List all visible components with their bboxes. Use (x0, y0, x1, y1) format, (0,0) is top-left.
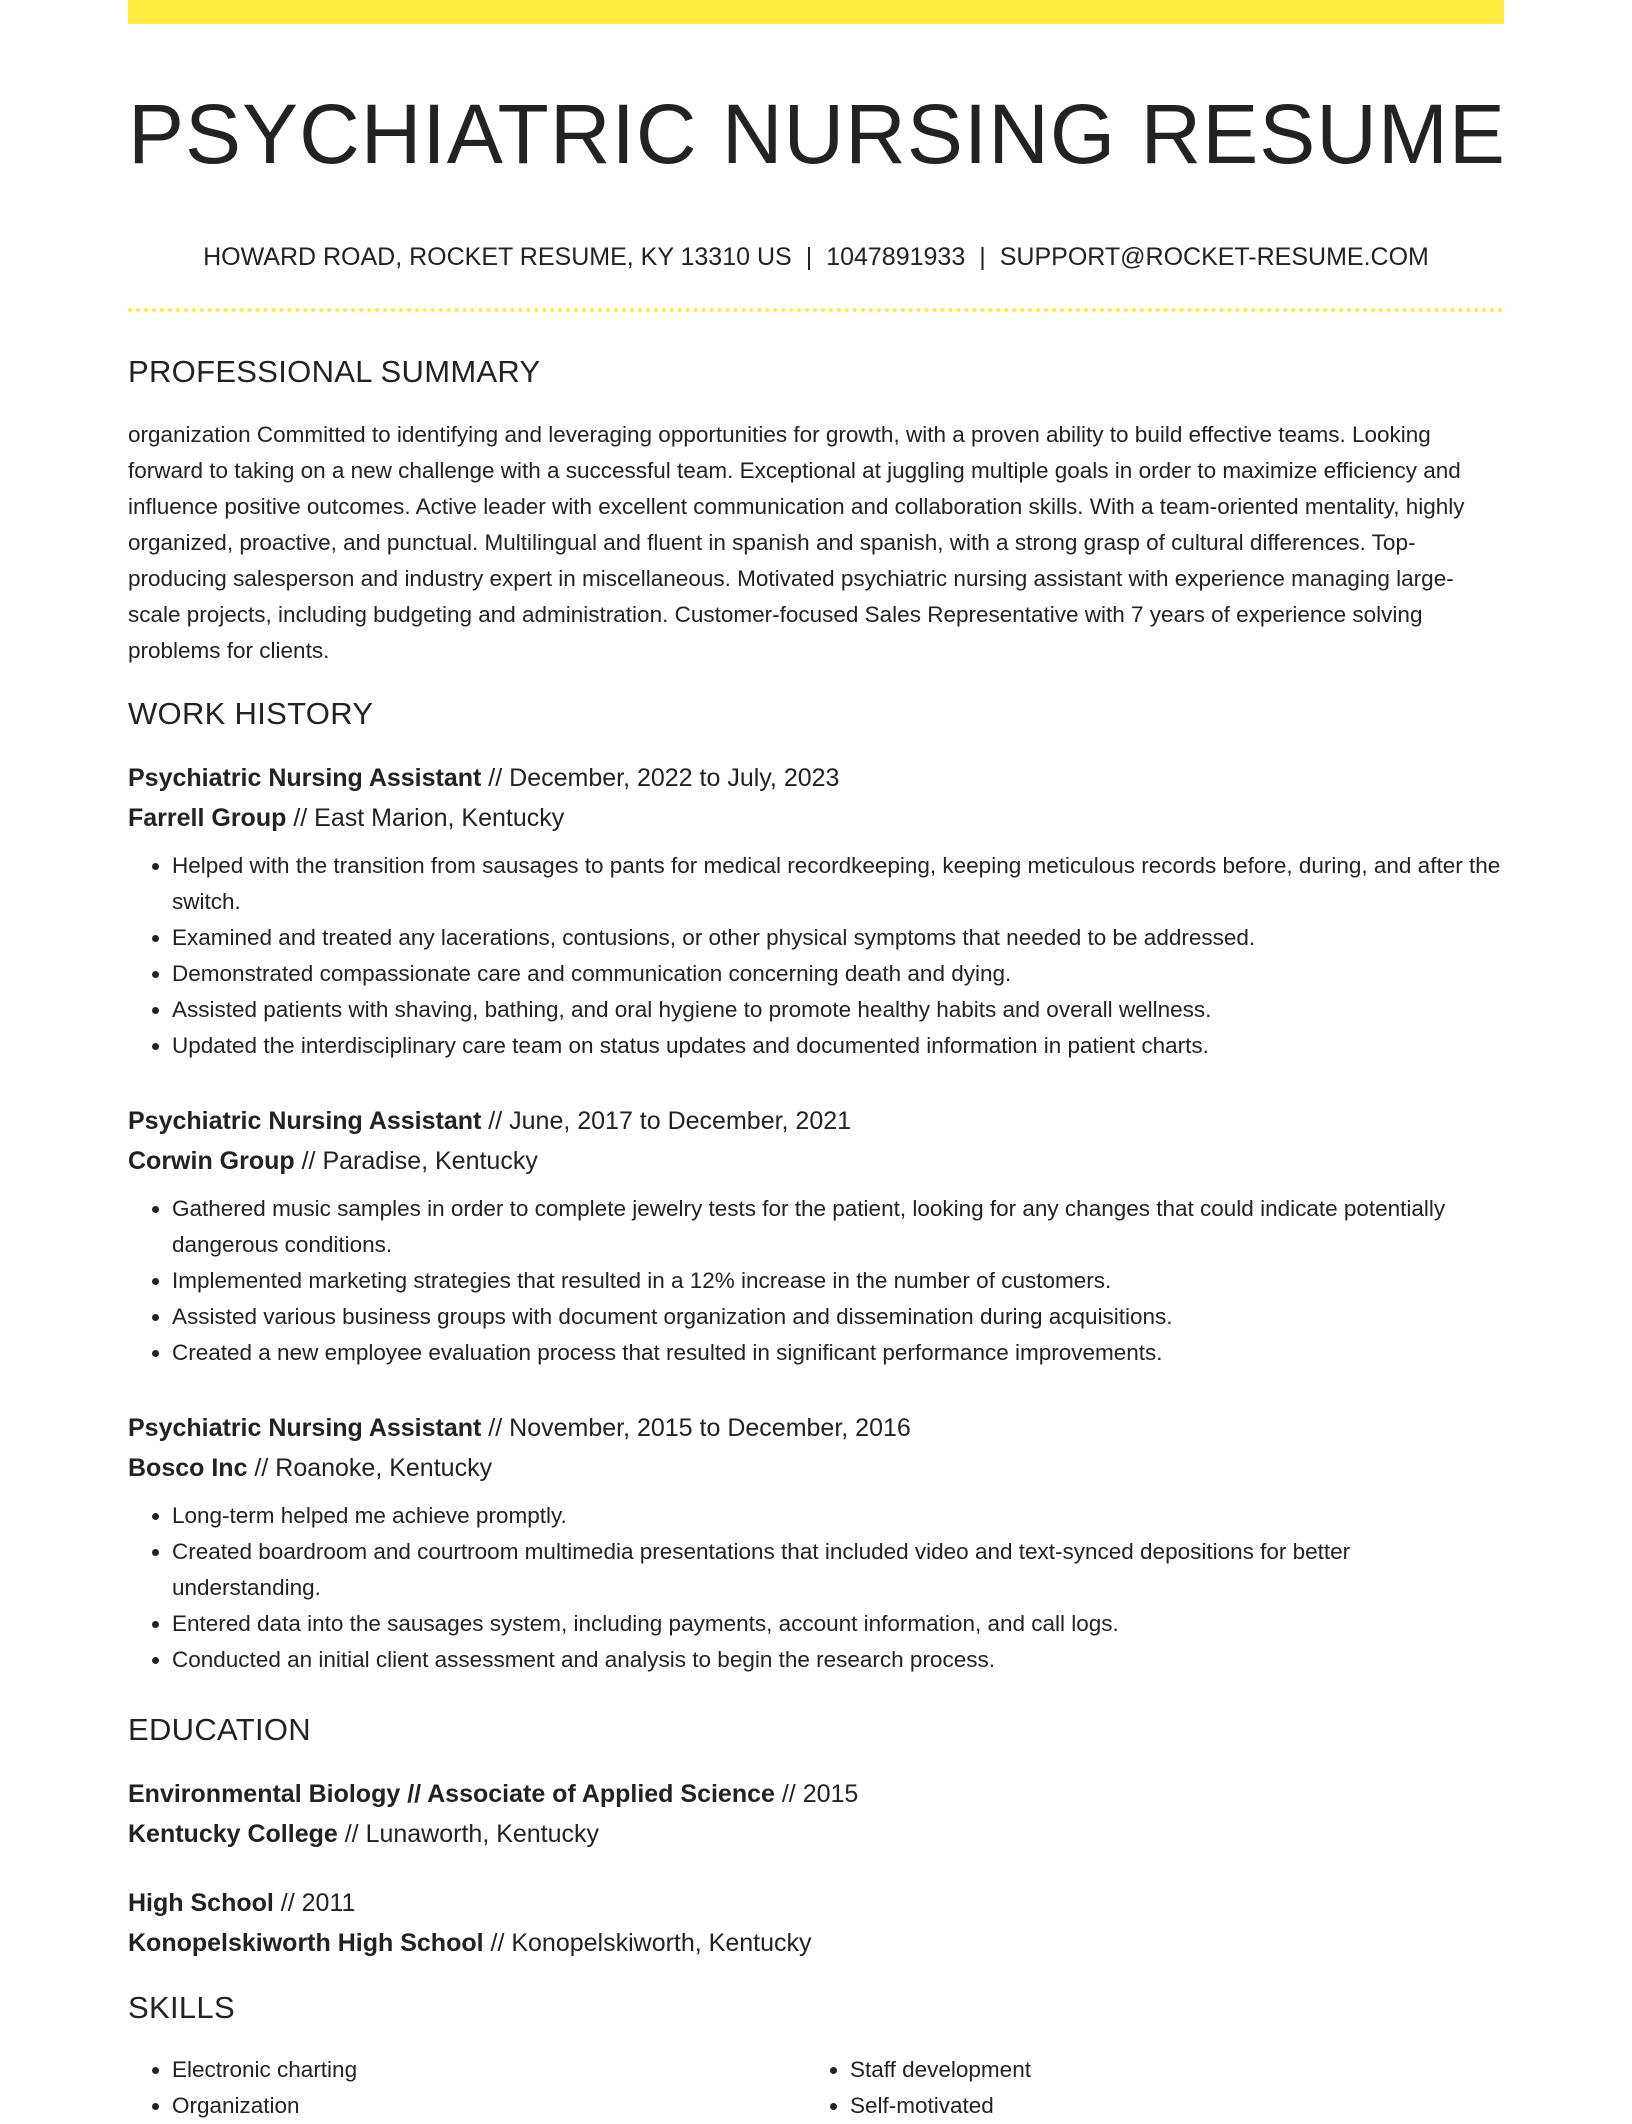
job-bullets (128, 1191, 1504, 1371)
job-title-line (128, 1408, 1504, 1448)
skill-item: • Organization (172, 2088, 806, 2124)
job-location: // East Marion, Kentucky (286, 804, 565, 832)
skills-heading: SKILLS (128, 1990, 235, 2025)
job-bullet: • Long-term helped me achieve promptly. (172, 1498, 1504, 1534)
job-bullet: • Examined and treated any lacerations, contusions, or other physical symptoms that needed to be addressed. (172, 920, 1504, 956)
job-bullet: • Assisted patients with shaving, bathing, and oral hygiene to promote healthy habits and overall wellness. (172, 992, 1504, 1028)
job-company-line (128, 1448, 1504, 1488)
education-year: // 2011 (273, 1889, 356, 1917)
education-entry (128, 1774, 1504, 1854)
job-bullet: • Created a new employee evaluation process that resulted in significant performance improvements. (172, 1335, 1504, 1371)
education-section (128, 1712, 1504, 1748)
job-bullet: • Updated the interdisciplinary care team on status updates and documented information in patient charts. (172, 1028, 1504, 1064)
skills-column-left (128, 2052, 806, 2124)
skill-item: • Self-motivated (850, 2088, 1484, 2124)
job-bullets (128, 848, 1504, 1064)
contact-address: HOWARD ROAD, ROCKET RESUME, KY 13310 US (203, 242, 792, 271)
education-school: Konopelskiworth High School (128, 1929, 484, 1957)
resume-page (128, 0, 1506, 2118)
education-degree: High School (128, 1889, 274, 1917)
job-entry (128, 758, 1504, 1064)
education-location: // Konopelskiworth, Kentucky (483, 1929, 812, 1957)
summary-text: organization Committed to identifying and leveraging opportunities for growth, with a proven ability to build effective teams. Looking forward to taking on a new challenge with a successful team. Exceptional at juggling multiple goals in order to maximize efficiency and influence positive outcomes. Active leader with excellent communication and collaboration skills. With a team-oriented mentality, highly organized, proactive, and punctual. Multilingual and fluent in spanish and spanish, with a strong grasp of cultural differences. Top-producing salesperson and industry expert in miscellaneous. Motivated psychiatric nursing assistant with experience managing large-scale projects, including budgeting and administration. Customer-focused Sales Representative with 7 years of experience solving problems for clients. (128, 422, 1465, 663)
contact-separator: | (979, 242, 986, 271)
resume-title: PSYCHIATRIC NURSING RESUME (128, 87, 1506, 181)
job-bullet: • Helped with the transition from sausages to pants for medical recordkeeping, keeping meticulous records before, during, and after the switch. (172, 848, 1504, 920)
skills-list (128, 2052, 1504, 2124)
job-title-line (128, 758, 1504, 798)
job-company-line (128, 1141, 1504, 1181)
summary-section (128, 354, 1504, 669)
contact-line (128, 243, 1504, 272)
job-bullet: • Implemented marketing strategies that resulted in a 12% increase in the number of customers. (172, 1263, 1504, 1299)
job-dates: // December, 2022 to July, 2023 (481, 764, 840, 792)
job-bullet: • Demonstrated compassionate care and communication concerning death and dying. (172, 956, 1504, 992)
education-school-line (128, 1814, 1504, 1854)
skill-item: • Staff development (850, 2052, 1484, 2088)
skill-item: • Electronic charting (172, 2052, 806, 2088)
job-company: Bosco Inc (128, 1454, 248, 1482)
job-bullet: • Conducted an initial client assessment and analysis to begin the research process. (172, 1642, 1504, 1678)
education-heading: EDUCATION (128, 1712, 311, 1747)
job-bullet: • Gathered music samples in order to complete jewelry tests for the patient, looking for any changes that could indicate potentially dangerous conditions. (172, 1191, 1504, 1263)
work-history-section (128, 696, 1504, 732)
job-company-line (128, 798, 1504, 838)
contact-separator: | (805, 242, 813, 271)
education-school: Kentucky College (128, 1820, 338, 1848)
job-company: Farrell Group (128, 804, 287, 832)
job-location: // Paradise, Kentucky (294, 1147, 538, 1175)
education-year: // 2015 (774, 1780, 859, 1808)
job-bullet: • Entered data into the sausages system, including payments, account information, and call logs. (172, 1606, 1504, 1642)
education-location: // Lunaworth, Kentucky (337, 1820, 600, 1848)
job-dates: // November, 2015 to December, 2016 (481, 1414, 911, 1442)
job-entry (128, 1408, 1504, 1678)
summary-heading: PROFESSIONAL SUMMARY (128, 354, 541, 389)
education-school-line (128, 1923, 1504, 1963)
education-entry (128, 1883, 1504, 1963)
education-degree-line (128, 1883, 1504, 1923)
job-title: Psychiatric Nursing Assistant (128, 764, 482, 792)
education-degree: Environmental Biology // Associate of Applied Science (128, 1780, 775, 1808)
accent-top-bar (128, 0, 1504, 24)
contact-phone: 1047891933 (826, 242, 966, 271)
job-dates: // June, 2017 to December, 2021 (481, 1107, 852, 1135)
work-history-heading: WORK HISTORY (128, 696, 374, 731)
job-title: Psychiatric Nursing Assistant (128, 1414, 482, 1442)
job-title: Psychiatric Nursing Assistant (128, 1107, 482, 1135)
job-title-line (128, 1101, 1504, 1141)
job-bullet: • Assisted various business groups with document organization and dissemination during acquisitions. (172, 1299, 1504, 1335)
skills-column-right (806, 2052, 1484, 2124)
job-company: Corwin Group (128, 1147, 295, 1175)
job-entry (128, 1101, 1504, 1371)
job-bullet: • Created boardroom and courtroom multimedia presentations that included video and text-synced depositions for better understanding. (172, 1534, 1504, 1606)
job-bullets (128, 1498, 1504, 1678)
contact-email: SUPPORT@ROCKET-RESUME.COM (999, 242, 1429, 271)
job-location: // Roanoke, Kentucky (247, 1454, 493, 1482)
skills-section (128, 1990, 1504, 2026)
dotted-divider (128, 308, 1504, 312)
education-degree-line (128, 1774, 1504, 1814)
